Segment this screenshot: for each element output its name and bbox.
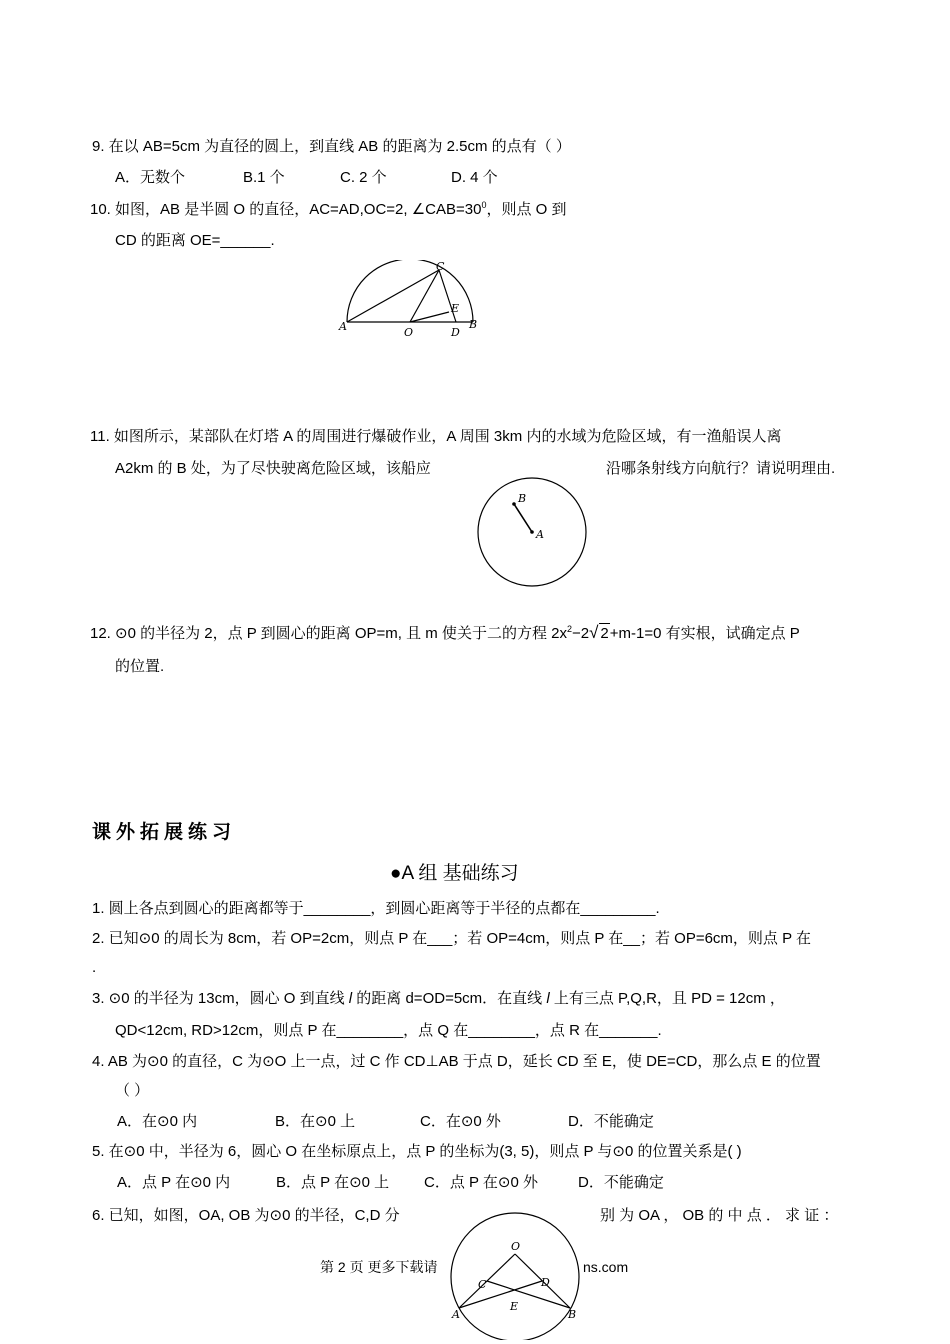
q9-option-a: A．无数个 <box>115 169 186 186</box>
segment-ba <box>514 504 532 532</box>
a4-option-d: D．不能确定 <box>568 1113 654 1130</box>
group-title: ●A 组 基础练习 <box>390 863 519 884</box>
label-o: O <box>404 326 414 339</box>
q10-stem-line1: 10. 如图，AB 是半圆 O 的直径，AC=AD,OC=2, $\angle CAB=30^0$，则点 O 到 <box>90 200 567 218</box>
q11-stem-line2b: 沿哪条射线方向航行？请说明理由. <box>606 460 836 477</box>
sqrt-radicand: 2 <box>600 625 609 642</box>
point-a <box>530 530 534 534</box>
a1-stem: 1. 圆上各点到圆心的距离都等于________，到圆心距离等于半径的点都在_________. <box>92 900 660 917</box>
a6-stem-line1b: 别 为 OA ， OB 的 中 点 ． 求 证 ： <box>600 1207 839 1224</box>
degree-superscript: 0 <box>481 200 487 210</box>
a5-option-b: B．点 P 在⊙0 上 <box>276 1174 390 1191</box>
q9-stem: 9. 在以 AB=5cm 为直径的圆上，到直线 AB 的距离为 2.5cm 的点有（ ） <box>92 138 571 155</box>
segment-ac <box>347 270 439 322</box>
q10-stem-line2: CD 的距离 OE=______. <box>115 232 275 249</box>
q9-option-d: D. 4 个 <box>451 169 498 186</box>
q12-stem-line2: 的位置. <box>115 658 165 675</box>
label-b: B <box>469 318 478 331</box>
label-e: E <box>451 302 460 315</box>
a5-option-d: D．不能确定 <box>578 1174 664 1191</box>
label-c: C <box>478 1278 487 1291</box>
a5-option-a: A．点 P 在⊙0 内 <box>117 1174 231 1191</box>
a4-option-b: B．在⊙0 上 <box>275 1113 356 1130</box>
a4-stem-line1: 4. AB 为⊙0 的直径，C 为⊙O 上一点，过 C 作 CD⊥AB 于点 D，延长 CD 至 E，使 DE=CD，那么点 E 的位置 <box>92 1053 821 1070</box>
label-b: B <box>518 492 527 505</box>
segment-oe <box>410 312 449 322</box>
line-l-symbol: l <box>546 990 550 1007</box>
q9-option-b: B.1 个 <box>243 169 285 186</box>
line-l-symbol: l <box>348 990 353 1007</box>
label-a: A <box>339 320 347 333</box>
figure-semicircle <box>335 260 485 340</box>
a5-option-c: C．点 P 在⊙0 外 <box>424 1174 538 1191</box>
a4-option-c: C．在⊙0 外 <box>420 1113 501 1130</box>
q11-stem-line2a: A2km 的 B 处，为了尽快驶离危险区域，该船应 <box>115 460 431 477</box>
a2-stem-line2: . <box>92 959 97 976</box>
sqrt-icon: √ <box>589 623 599 642</box>
label-c: C <box>436 260 445 273</box>
a4-option-a: A．在⊙0 内 <box>117 1113 198 1130</box>
footer-right: ns.com <box>583 1259 629 1275</box>
point-b <box>512 502 516 506</box>
section-title: 课外拓展练习 <box>92 821 237 843</box>
a4-stem-line2: （ ） <box>115 1082 150 1099</box>
figure-circle-lighthouse <box>474 476 590 588</box>
figure-circle-radii <box>444 1210 586 1340</box>
label-b: B <box>568 1308 577 1321</box>
q12-stem-line1: 12. ⊙0 的半径为 2，点 P 到圆心的距离 OP=m, 且 m 使关于二的方程 $2x^2-2√$ 2+m-1=0 有实根，试确定点 P <box>90 623 800 642</box>
q9-option-c: C. 2 个 <box>340 169 387 186</box>
square-superscript: 2 <box>566 624 572 634</box>
circle-o <box>451 1213 579 1340</box>
footer-left: 第 2 页 更多下载请 <box>320 1259 438 1275</box>
label-e: E <box>510 1300 519 1313</box>
q11-stem-line1: 11. 如图所示，某部队在灯塔 A 的周围进行爆破作业，A 周围 3km 内的水域为危险区域，有一渔船误人离 <box>90 428 782 445</box>
label-a: A <box>536 528 544 541</box>
a6-stem-line1a: 6. 已知，如图，OA, OB 为⊙0 的半径，C,D 分 <box>92 1207 400 1224</box>
label-a: A <box>452 1308 460 1321</box>
a3-stem-line2: QD<12cm, RD>12cm，则点 P 在________，点 Q 在________，点 R 在_______. <box>115 1022 662 1039</box>
label-d: D <box>451 326 460 339</box>
a3-stem-line1: 3. ⊙0 的半径为 13cm，圆心 O 到直线 l 的距离 d=OD=5cm．在直线 l 上有三点 P,Q,R，且 PD = 12cm ， <box>92 990 785 1007</box>
label-d: D <box>541 1276 550 1289</box>
a2-stem-line1: 2. 已知⊙0 的周长为 8cm，若 OP=2cm，则点 P 在___；若 OP=4cm，则点 P 在__；若 OP=6cm，则点 P 在 <box>92 930 811 947</box>
label-o: O <box>511 1240 521 1253</box>
a5-stem-line1: 5. 在⊙0 中，半径为 6，圆心 O 在坐标原点上，点 P 的坐标为(3, 5)，则点 P 与⊙0 的位置关系是( ) <box>92 1143 742 1160</box>
